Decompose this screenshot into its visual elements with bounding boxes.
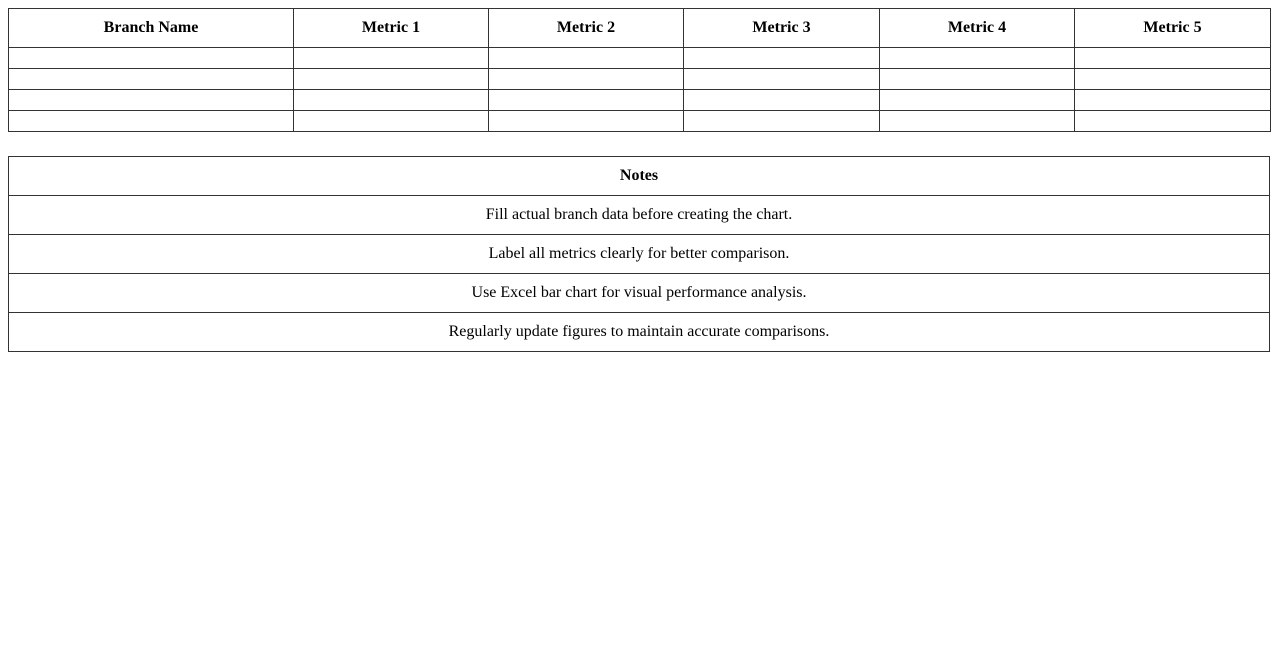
table-row: [9, 111, 1271, 132]
table-cell[interactable]: [294, 69, 489, 90]
table-cell[interactable]: [880, 69, 1075, 90]
table-row: [9, 69, 1271, 90]
table-row: [9, 48, 1271, 69]
header-branch-name[interactable]: Branch Name: [9, 9, 294, 48]
note-item[interactable]: Regularly update figures to maintain accurate comparisons.: [9, 313, 1270, 352]
notes-table: [8, 156, 1270, 352]
table-cell[interactable]: [489, 111, 684, 132]
table-cell[interactable]: [9, 90, 294, 111]
note-row: [9, 235, 1270, 274]
document-body: [8, 8, 1270, 352]
header-metric-3[interactable]: Metric 3: [684, 9, 880, 48]
table-cell[interactable]: [9, 111, 294, 132]
table-cell[interactable]: [9, 69, 294, 90]
header-metric-5[interactable]: Metric 5: [1075, 9, 1271, 48]
table-cell[interactable]: [880, 111, 1075, 132]
table-cell[interactable]: [9, 48, 294, 69]
table-cell[interactable]: [294, 48, 489, 69]
table-cell[interactable]: [880, 90, 1075, 111]
table-cell[interactable]: [1075, 69, 1271, 90]
table-cell[interactable]: [294, 90, 489, 111]
note-item[interactable]: Label all metrics clearly for better comparison.: [9, 235, 1270, 274]
table-cell[interactable]: [684, 90, 880, 111]
table-cell[interactable]: [1075, 111, 1271, 132]
note-row: [9, 313, 1270, 352]
header-metric-1[interactable]: Metric 1: [294, 9, 489, 48]
branch-metrics-table: [8, 8, 1271, 132]
notes-header-row: [9, 157, 1270, 196]
note-row: [9, 196, 1270, 235]
table-cell[interactable]: [489, 69, 684, 90]
note-item[interactable]: Fill actual branch data before creating the chart.: [9, 196, 1270, 235]
table-cell[interactable]: [294, 111, 489, 132]
header-metric-4[interactable]: Metric 4: [880, 9, 1075, 48]
table-cell[interactable]: [684, 48, 880, 69]
note-item[interactable]: Use Excel bar chart for visual performance analysis.: [9, 274, 1270, 313]
table-cell[interactable]: [1075, 48, 1271, 69]
table-cell[interactable]: [1075, 90, 1271, 111]
notes-header[interactable]: Notes: [9, 157, 1270, 196]
note-row: [9, 274, 1270, 313]
table-cell[interactable]: [489, 90, 684, 111]
table-header-row: [9, 9, 1271, 48]
table-cell[interactable]: [880, 48, 1075, 69]
table-cell[interactable]: [489, 48, 684, 69]
table-row: [9, 90, 1271, 111]
header-metric-2[interactable]: Metric 2: [489, 9, 684, 48]
table-cell[interactable]: [684, 111, 880, 132]
table-cell[interactable]: [684, 69, 880, 90]
